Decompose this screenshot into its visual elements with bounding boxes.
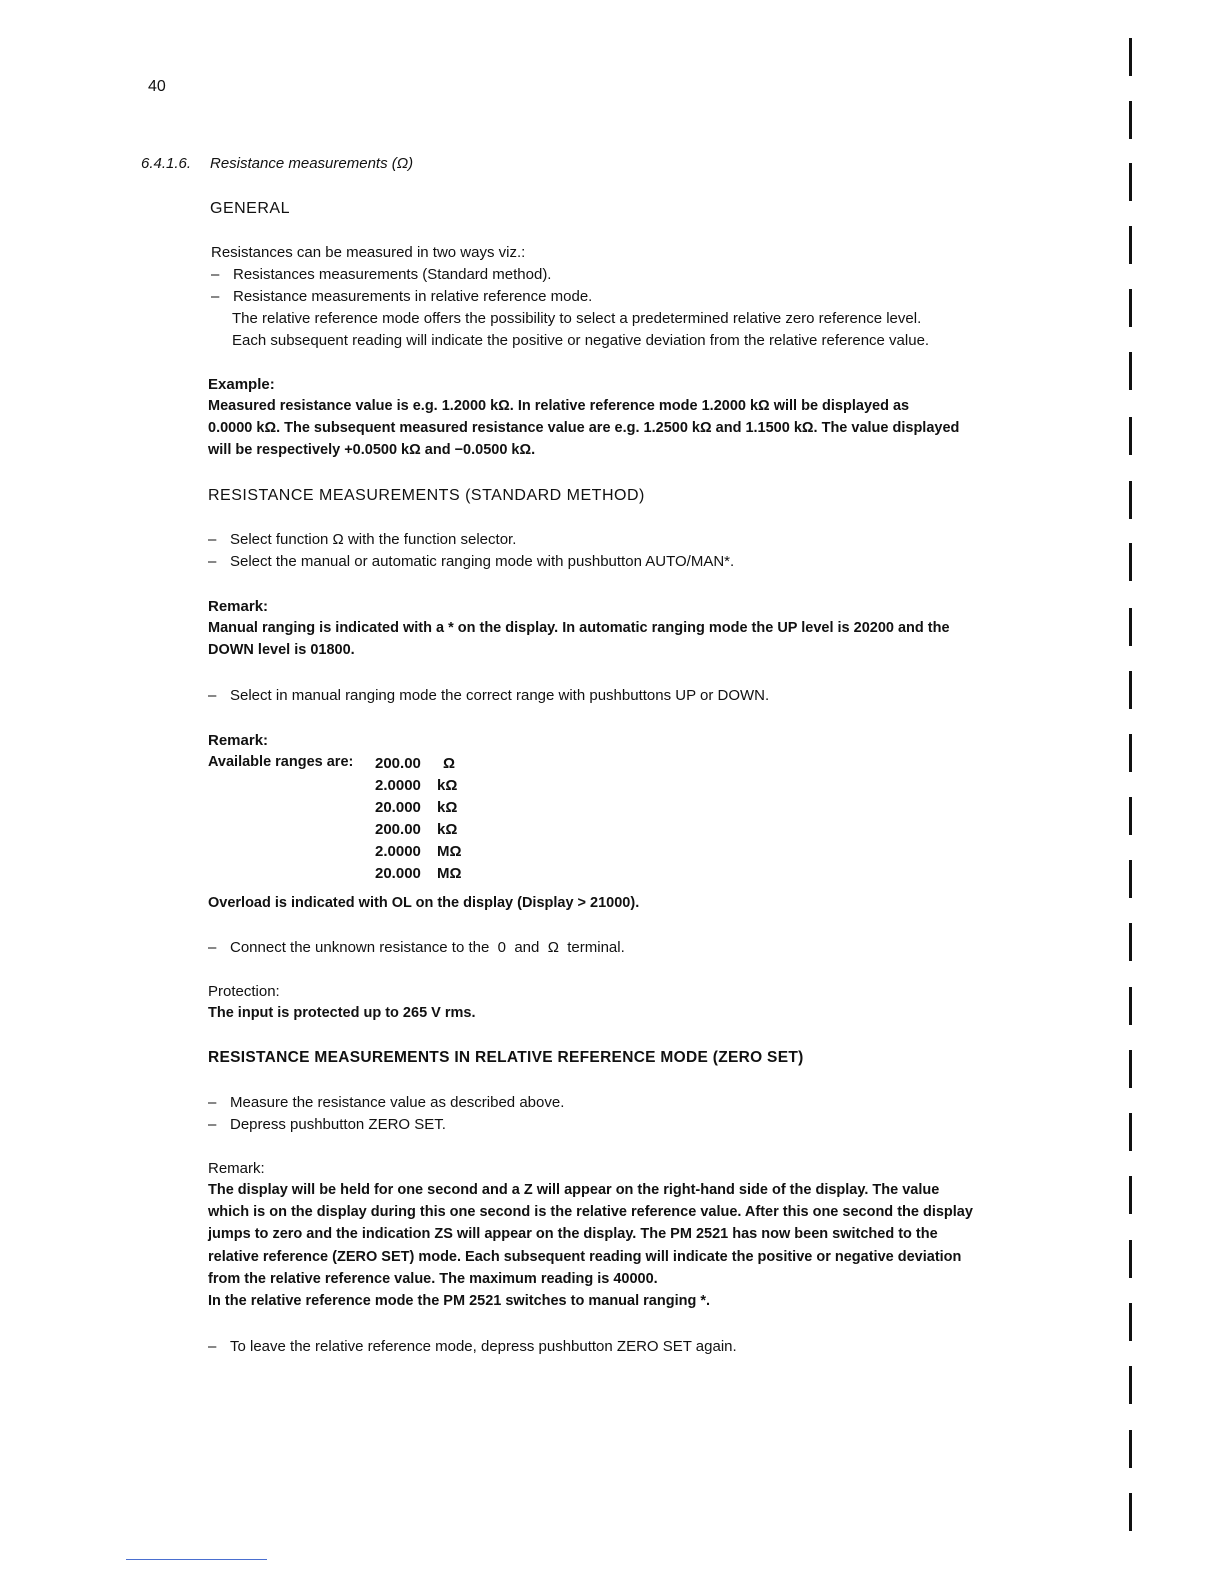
- standard-step-4: [208, 939, 625, 956]
- footer-rule: [126, 1559, 267, 1560]
- general-intro: Resistances can be measured in two ways viz.:: [211, 244, 526, 261]
- relative-remark-line-5: from the relative reference value. The maximum reading is 40000.: [208, 1271, 658, 1287]
- edge-mark: [1129, 38, 1132, 76]
- relative-remark-line-3: jumps to zero and the indication ZS will appear on the display. The PM 2521 has now been switched to the: [208, 1226, 938, 1242]
- range-item: [375, 775, 462, 797]
- standard-heading: RESISTANCE MEASUREMENTS (STANDARD METHOD): [208, 487, 645, 504]
- standard-step-1-text: Select function Ω with the function selector.: [230, 531, 517, 548]
- relative-remark-line-4: relative reference (ZERO SET) mode. Each subsequent reading will indicate the positive or negative deviation: [208, 1249, 962, 1265]
- general-item-2-text: Resistance measurements in relative reference mode.: [233, 288, 593, 305]
- general-item-1-text: Resistances measurements (Standard method).: [233, 266, 552, 283]
- range-value: 2.0000: [375, 777, 421, 794]
- range-value: 20.000: [375, 799, 421, 816]
- edge-mark: [1129, 1430, 1132, 1468]
- relative-step-1-text: Measure the resistance value as described above.: [230, 1094, 565, 1111]
- list-dash: –: [208, 531, 217, 548]
- edge-mark: [1129, 481, 1132, 519]
- edge-mark: [1129, 1240, 1132, 1278]
- list-dash: –: [211, 266, 220, 283]
- list-dash: –: [208, 687, 217, 704]
- general-detail-1: The relative reference mode offers the possibility to select a predetermined relative zero reference level.: [232, 310, 922, 327]
- standard-step-2-text: Select the manual or automatic ranging mode with pushbutton AUTO/MAN*.: [230, 553, 735, 570]
- edge-mark: [1129, 1176, 1132, 1214]
- relative-heading: RESISTANCE MEASUREMENTS IN RELATIVE REFERENCE MODE (ZERO SET): [208, 1049, 804, 1066]
- ranges-list: [375, 753, 462, 885]
- edge-mark: [1129, 608, 1132, 646]
- edge-mark: [1129, 923, 1132, 961]
- section-number: 6.4.1.6.: [141, 155, 192, 172]
- range-value: 200.00: [375, 821, 421, 838]
- range-value: 2.0000: [375, 843, 421, 860]
- general-item-1: [211, 266, 551, 283]
- edge-mark: [1129, 987, 1132, 1025]
- range-value: 20.000: [375, 865, 421, 882]
- edge-mark: [1129, 1303, 1132, 1341]
- edge-mark: [1129, 352, 1132, 390]
- range-item: [375, 841, 462, 863]
- example-line-3: will be respectively +0.0500 kΩ and −0.0500 kΩ.: [208, 442, 536, 458]
- relative-step-2: [208, 1116, 446, 1133]
- example-label: Example:: [208, 376, 275, 393]
- standard-step-2: [208, 553, 734, 570]
- edge-mark: [1129, 734, 1132, 772]
- relative-step-3: [208, 1338, 737, 1355]
- general-detail-2: Each subsequent reading will indicate the positive or negative deviation from the relative reference value.: [232, 332, 930, 349]
- relative-remark-line-6: In the relative reference mode the PM 2521 switches to manual ranging *.: [208, 1293, 711, 1309]
- list-dash: –: [208, 1116, 217, 1133]
- edge-mark: [1129, 1366, 1132, 1404]
- edge-mark: [1129, 543, 1132, 581]
- relative-step-3-text: To leave the relative reference mode, depress pushbutton ZERO SET again.: [230, 1338, 737, 1355]
- edge-mark: [1129, 1050, 1132, 1088]
- remark-1-line-2: DOWN level is 01800.: [208, 642, 355, 658]
- relative-step-1: [208, 1094, 564, 1111]
- relative-remark-line-2: which is on the display during this one second is the relative reference value. After this one second the display: [208, 1204, 973, 1220]
- relative-remark-line-1: The display will be held for one second and a Z will appear on the right-hand side of the display. The value: [208, 1182, 940, 1198]
- standard-step-3-text: Select in manual ranging mode the correct range with pushbuttons UP or DOWN.: [230, 687, 770, 704]
- example-line-1: Measured resistance value is e.g. 1.2000 kΩ. In relative reference mode 1.2000 kΩ will be displayed as: [208, 398, 910, 414]
- edge-mark: [1129, 226, 1132, 264]
- edge-mark: [1129, 860, 1132, 898]
- standard-step-3: [208, 687, 769, 704]
- range-unit: kΩ: [437, 821, 458, 838]
- remark-2-label: Remark:: [208, 732, 269, 749]
- edge-mark: [1129, 671, 1132, 709]
- range-unit: Ω: [443, 755, 456, 772]
- range-unit: kΩ: [437, 799, 458, 816]
- edge-mark: [1129, 289, 1132, 327]
- list-dash: –: [211, 288, 220, 305]
- standard-step-1: [208, 531, 516, 548]
- protection-text: The input is protected up to 265 V rms.: [208, 1005, 476, 1021]
- remark-1-label: Remark:: [208, 598, 269, 615]
- relative-remark-label: Remark:: [208, 1160, 265, 1177]
- range-unit: MΩ: [437, 843, 462, 860]
- example-line-2: 0.0000 kΩ. The subsequent measured resistance value are e.g. 1.2500 kΩ and 1.1500 kΩ. The value displayed: [208, 420, 960, 436]
- range-unit: kΩ: [437, 777, 458, 794]
- range-item: [375, 797, 462, 819]
- range-unit: MΩ: [437, 865, 462, 882]
- range-value: 200.00: [375, 755, 421, 772]
- general-heading: GENERAL: [210, 200, 290, 217]
- edge-mark: [1129, 797, 1132, 835]
- ranges-label: Available ranges are:: [208, 754, 354, 770]
- section-title: Resistance measurements (Ω): [210, 155, 414, 172]
- protection-label: Protection:: [208, 983, 280, 1000]
- page-number: 40: [148, 78, 166, 95]
- overload-note: Overload is indicated with OL on the display (Display > 21000).: [208, 895, 640, 911]
- list-dash: –: [208, 1094, 217, 1111]
- relative-step-2-text: Depress pushbutton ZERO SET.: [230, 1116, 446, 1133]
- standard-step-4-text: Connect the unknown resistance to the 0 and Ω terminal.: [230, 939, 625, 956]
- range-item: [375, 819, 462, 841]
- edge-mark: [1129, 163, 1132, 201]
- list-dash: –: [208, 553, 217, 570]
- list-dash: –: [208, 939, 217, 956]
- edge-mark: [1129, 1113, 1132, 1151]
- range-item: [375, 753, 462, 775]
- edge-mark: [1129, 101, 1132, 139]
- remark-1-line-1: Manual ranging is indicated with a * on the display. In automatic ranging mode the UP level is 20200 and the: [208, 620, 950, 636]
- edge-mark: [1129, 417, 1132, 455]
- range-item: [375, 863, 462, 885]
- general-item-2: [211, 288, 592, 305]
- edge-mark: [1129, 1493, 1132, 1531]
- list-dash: –: [208, 1338, 217, 1355]
